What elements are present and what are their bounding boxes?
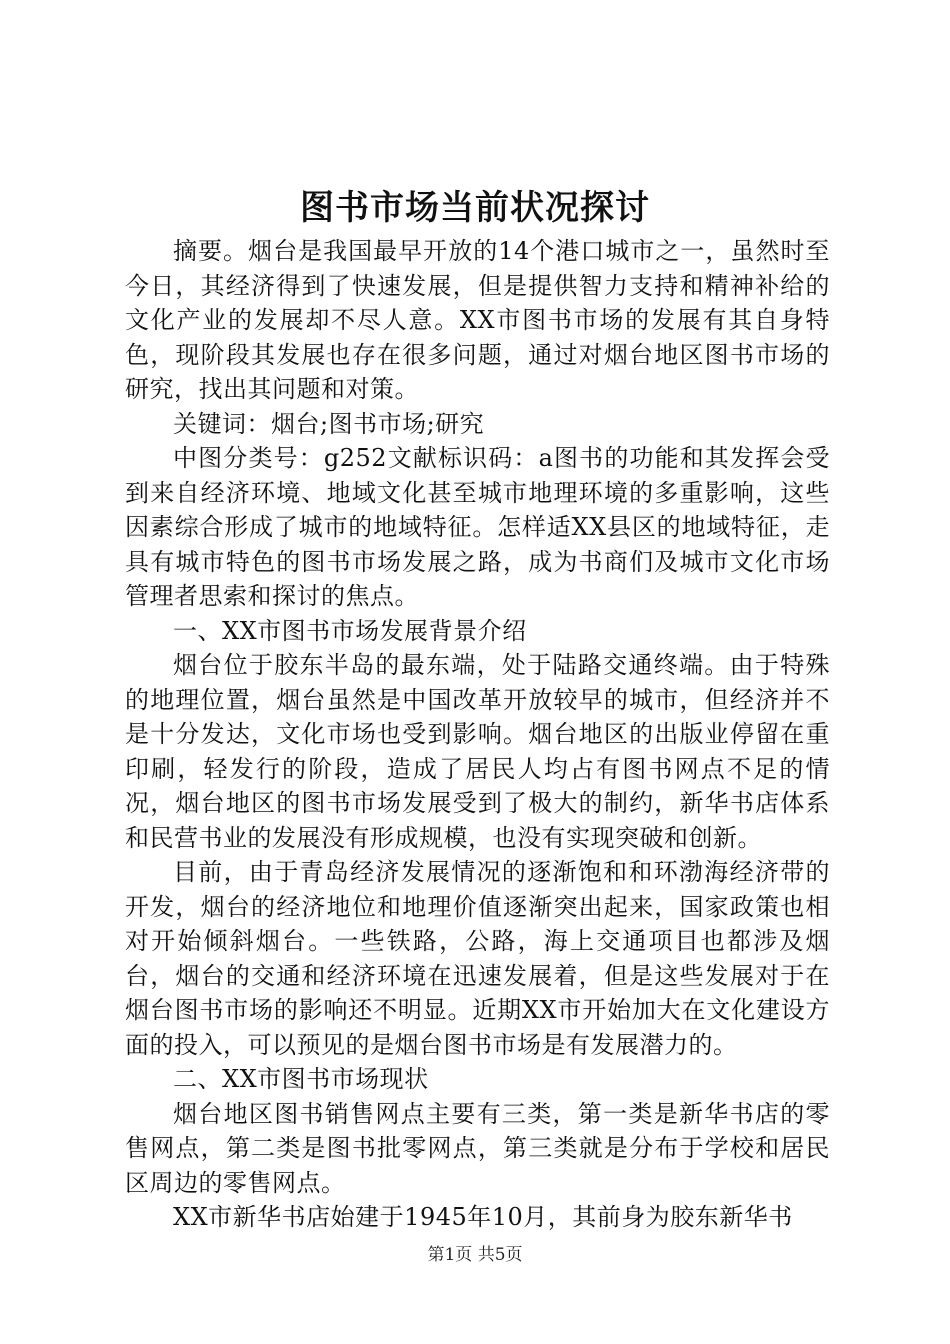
classification-paragraph: 中图分类号：g252文献标识码：a图书的功能和其发挥会受到来自经济环境、地域文化甚至城市地理环境的多重影响，这些因素综合形成了城市的地域特征。怎样适XX县区的地域特征，走具有城市特色的图书市场发展之路，成为书商们及城市文化市场管理者思索和探讨的焦点。 [125, 444, 830, 610]
body-paragraph: 目前，由于青岛经济发展情况的逐渐饱和和环渤海经济带的开发，烟台的经济地位和地理价值逐渐突出起来，国家政策也相对开始倾斜烟台。一些铁路，公路，海上交通项目也都涉及烟台，烟台的交通和经济环境在迅速发展着，但是这些发展对于在烟台图书市场的影响还不明显。近期XX市开始加大在文化建设方面的投入，可以预见的是烟台图书市场是有发展潜力的。 [125, 858, 830, 1059]
page-number-footer: 第1页 共5页 [427, 1245, 523, 1265]
body-paragraph: 烟台位于胶东半岛的最东端，处于陆路交通终端。由于特殊的地理位置，烟台虽然是中国改革开放较早的城市，但经济并不是十分发达，文化市场也受到影响。烟台地区的出版业停留在重印刷，轻发行的阶段，造成了居民人均占有图书网点不足的情况，烟台地区的图书市场发展受到了极大的制约，新华书店体系和民营书业的发展没有形成规模，也没有实现突破和创新。 [125, 651, 830, 852]
keywords-line: 关键词：烟台;图书市场;研究 [173, 409, 485, 438]
section-heading-2: 二、XX市图书市场现状 [173, 1065, 429, 1093]
abstract-paragraph: 摘要。烟台是我国最早开放的14个港口城市之一，虽然时至今日，其经济得到了快速发展，但是提供智力支持和精神补给的文化产业的发展却不尽人意。XX市图书市场的发展有其自身特色，现阶段其发展也存在很多问题，通过对烟台地区图书市场的研究，找出其问题和对策。 [125, 237, 830, 403]
document-body [125, 234, 830, 1235]
body-paragraph: XX市新华书店始建于1945年10月，其前身为胶东新华书 [173, 1203, 793, 1231]
body-paragraph: 烟台地区图书销售网点主要有三类，第一类是新华书店的零售网点，第二类是图书批零网点，第三类就是分布于学校和居民区周边的零售网点。 [125, 1099, 830, 1197]
document-title: 图书市场当前状况探讨 [300, 188, 650, 228]
section-heading-1: 一、XX市图书市场发展背景介绍 [173, 616, 527, 645]
